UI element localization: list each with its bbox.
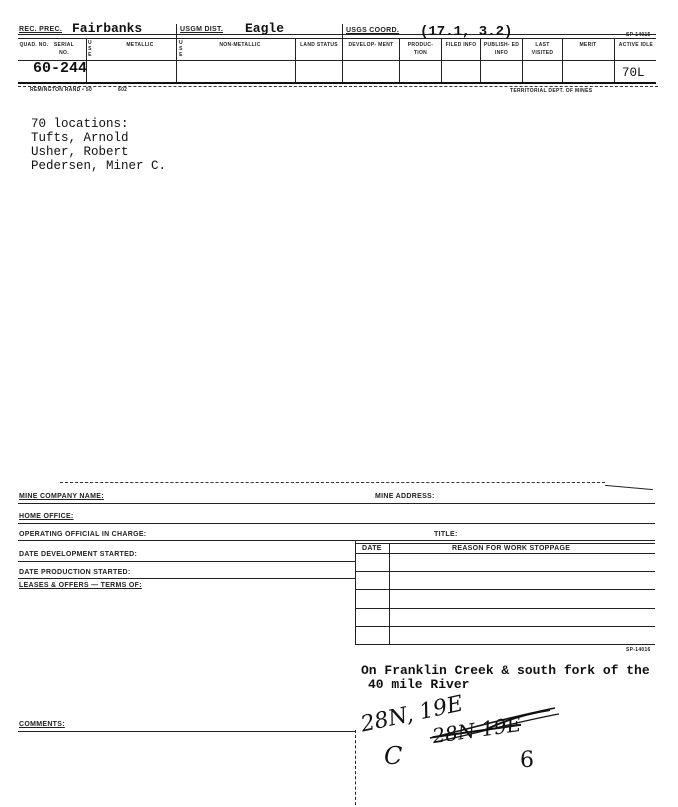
note-line: 70 locations: bbox=[31, 117, 129, 131]
handwritten-mark: 6 bbox=[520, 748, 534, 773]
handwritten-coords: 28N, 19E bbox=[358, 691, 466, 738]
col-quad-no: QUAD. NO. bbox=[19, 42, 49, 48]
col-use-left: U S E bbox=[88, 40, 92, 58]
col-serial-no: SERIAL NO. bbox=[53, 42, 75, 56]
col-merit: MERIT bbox=[579, 42, 597, 48]
date-dev-started-label: DATE DEVELOPMENT STARTED: bbox=[19, 551, 138, 558]
quad-serial-value: 60-244 bbox=[33, 60, 88, 77]
col-metallic: METALLIC bbox=[126, 42, 154, 48]
typed-notes bbox=[31, 117, 166, 173]
date-prod-started-label: DATE PRODUCTION STARTED: bbox=[19, 569, 131, 576]
col-land-status: LAND STATUS bbox=[300, 42, 338, 48]
col-non-metallic: NON-METALLIC bbox=[219, 42, 261, 48]
leases-label: LEASES & OFFERS — TERMS OF: bbox=[19, 582, 142, 589]
handwritten-crossed: 28N 19E bbox=[430, 711, 523, 749]
home-office-label: HOME OFFICE: bbox=[19, 513, 74, 520]
col-development: DEVELOP- MENT bbox=[348, 42, 394, 48]
col-active-idle: ACTIVE IDLE bbox=[618, 42, 654, 48]
dept-name: TERRITORIAL DEPT. OF MINES bbox=[510, 88, 593, 94]
col-filed-info: FILED INFO bbox=[445, 42, 477, 48]
printer-mark: REMINGTON RAND • 50 bbox=[30, 87, 93, 93]
scribble-strike-icon bbox=[425, 700, 565, 750]
operating-official-label: OPERATING OFFICIAL IN CHARGE: bbox=[19, 531, 147, 538]
location-note-line: On Franklin Creek & south fork of the bbox=[361, 663, 650, 678]
location-note bbox=[361, 664, 650, 692]
printer-code: 602 bbox=[118, 87, 128, 93]
usgm-dist-label: USGM DIST. bbox=[180, 26, 224, 33]
stoppage-reason-header: REASON FOR WORK STOPPAGE bbox=[452, 545, 571, 552]
usgs-coord-label: USGS COORD. bbox=[346, 27, 400, 34]
stoppage-date-header: DATE bbox=[362, 545, 382, 552]
usgm-dist-value: Eagle bbox=[245, 21, 285, 36]
form-number-top: SP-14015 bbox=[626, 32, 651, 38]
col-production: PRODUC- TION bbox=[407, 42, 434, 56]
col-published-info: PUBLISH- ED INFO bbox=[483, 42, 520, 56]
mine-address-label: MINE ADDRESS: bbox=[375, 493, 435, 500]
rec-prec-value: Fairbanks bbox=[72, 21, 143, 36]
mine-company-label: MINE COMPANY NAME: bbox=[19, 493, 104, 500]
rec-prec-label: REC. PREC. bbox=[19, 26, 63, 33]
note-line: Tufts, Arnold bbox=[31, 131, 129, 145]
title-label: TITLE: bbox=[434, 531, 458, 538]
form-number-bottom: SP-14016 bbox=[626, 647, 651, 653]
col-last-visited: LAST VISITED bbox=[531, 42, 554, 56]
comments-label: COMMENTS: bbox=[19, 721, 65, 728]
note-line: Usher, Robert bbox=[31, 145, 129, 159]
note-line: Pedersen, Miner C. bbox=[31, 159, 167, 173]
handwritten-letter: C bbox=[384, 742, 403, 770]
col-use-right: U S E bbox=[179, 40, 183, 58]
active-idle-value: 70L bbox=[622, 66, 645, 80]
location-note-line: 40 mile River bbox=[368, 677, 470, 692]
usgs-coord-value: (17.1, 3.2) bbox=[420, 24, 513, 40]
